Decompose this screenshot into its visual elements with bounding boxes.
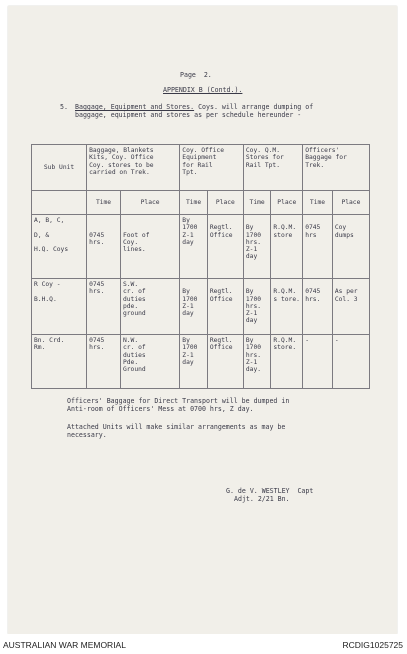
schedule-table — [31, 144, 370, 389]
table-cell: Regtl. Office — [207, 335, 243, 389]
appendix-title: APPENDIX B (Contd.). — [163, 86, 243, 94]
table-cell: Foot of Coy. lines. — [120, 215, 179, 279]
footer-record-id: RCDIG1025725 — [342, 640, 403, 650]
table-row — [32, 335, 370, 389]
table-cell: 0745 hrs. — [87, 335, 121, 389]
table-cell: R.Q.M. store. — [271, 335, 303, 389]
header-officers-baggage: Officers' Baggage for Trek. — [303, 145, 370, 191]
subheader-time: Time — [180, 191, 208, 215]
table-cell: By 1700 hrs. Z-1 day — [243, 279, 271, 335]
table-cell: R.Q.M. store — [271, 215, 303, 279]
table-cell: 0745 hrs. — [87, 279, 121, 335]
paragraph-line-2: baggage, equipment and stores as per schedule hereunder - — [75, 111, 302, 119]
table-cell: Coy dumps — [332, 215, 369, 279]
subheader-time: Time — [303, 191, 333, 215]
signature-title: Adjt. 2/21 Bn. — [234, 495, 290, 503]
table-cell: By 1700 Z-1 day — [180, 279, 208, 335]
table-cell: As per Col. 3 — [332, 279, 369, 335]
subheader-time: Time — [87, 191, 121, 215]
note-officers-baggage: Officers' Baggage for Direct Transport will be dumped in Anti-room of Officers' Mess at 0700 hrs, Z day. — [67, 397, 290, 413]
table-cell: Regtl. Office — [207, 215, 243, 279]
subheader-place: Place — [120, 191, 179, 215]
table-cell: By 1700 Z-1 day — [180, 335, 208, 389]
subheader-blank — [32, 191, 87, 215]
cell-unit: R Coy - B.H.Q. — [32, 279, 87, 335]
paragraph-heading: Baggage, Equipment and Stores. — [75, 103, 195, 111]
table-cell: 0745 hrs. — [87, 215, 121, 279]
table-row — [32, 215, 370, 279]
table-cell: By 1700 Z-1 day — [180, 215, 208, 279]
paragraph-text: Coys. will arrange dumping of — [194, 103, 314, 111]
table-cell: By 1700 hrs. Z-1 day — [243, 215, 271, 279]
header-sub-unit: Sub Unit — [32, 145, 87, 191]
subheader-place: Place — [332, 191, 369, 215]
footer-institution: AUSTRALIAN WAR MEMORIAL — [3, 640, 126, 650]
header-coy-qm-stores: Coy. Q.M. Stores for Rail Tpt. — [243, 145, 302, 191]
table-cell: By 1700 hrs. Z-1 day. — [243, 335, 271, 389]
table-cell: - — [332, 335, 369, 389]
paragraph-number: 5. — [60, 103, 68, 111]
cell-unit: Bn. Crd. Rm. — [32, 335, 87, 389]
table-cell: Regtl. Office — [207, 279, 243, 335]
archive-footer — [0, 634, 407, 654]
table-cell: 0745 hrs. — [303, 279, 333, 335]
signature-name: G. de V. WESTLEY Capt — [226, 487, 314, 495]
subheader-time: Time — [243, 191, 271, 215]
note-attached-units: Attached Units will make similar arrangements as may be necessary. — [67, 423, 286, 439]
table-cell: R.Q.M. s tore. — [271, 279, 303, 335]
header-baggage: Baggage, Blankets Kits, Coy. Office Coy. stores to be carried on Trek. — [87, 145, 180, 191]
table-cell: N.W. cr. of duties Pde. Ground — [120, 335, 179, 389]
subheader-place: Place — [207, 191, 243, 215]
subheader-place: Place — [271, 191, 303, 215]
table-cell: S.W. cr. of duties pde. ground — [120, 279, 179, 335]
header-coy-office: Coy. Office Equipment for Rail Tpt. — [180, 145, 244, 191]
cell-unit: A, B, C, D, & H.Q. Coys — [32, 215, 87, 279]
table-cell: - — [303, 335, 333, 389]
table-row — [32, 279, 370, 335]
table-cell: 0745 hrs — [303, 215, 333, 279]
page-number: Page 2. — [180, 71, 212, 79]
